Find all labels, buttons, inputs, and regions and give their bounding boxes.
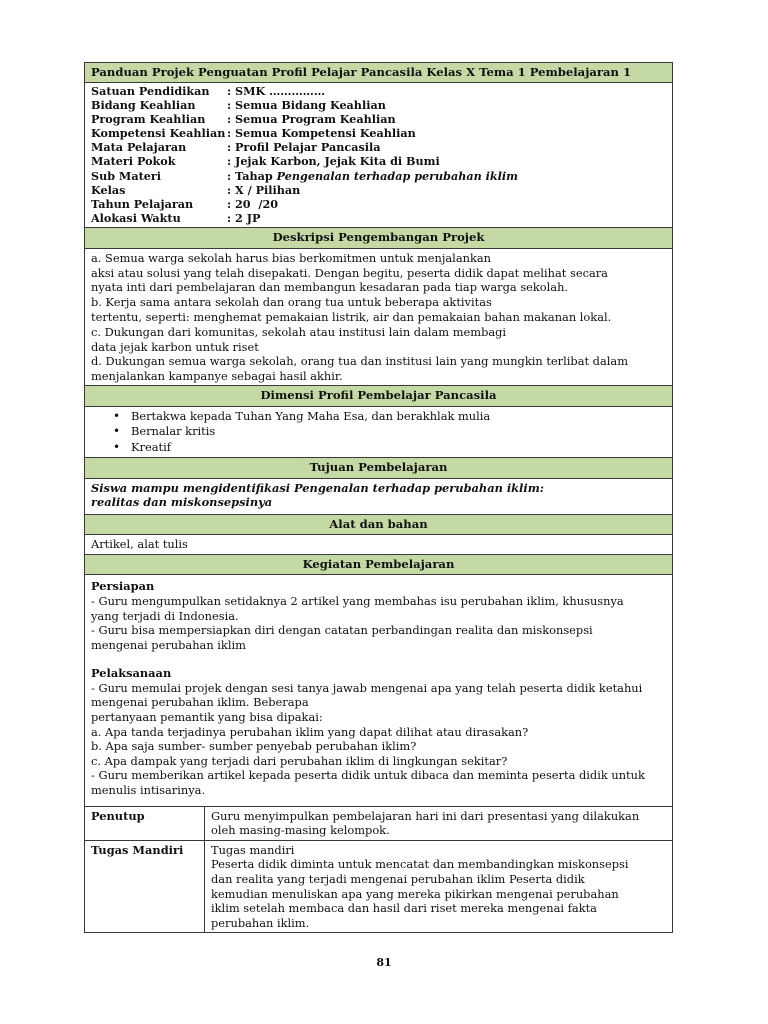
document-title: Panduan Projek Penguatan Profil Pelajar Pancasila Kelas X Tema 1 Pembelajaran 1: [85, 63, 673, 83]
text-line: a. Semua warga sekolah harus bias berkomitmen untuk menjalankan: [91, 250, 491, 265]
section-heading-dimensi: Dimensi Profil Pembelajar Pancasila: [85, 386, 673, 407]
info-key: Kompetensi Keahlian: [91, 126, 226, 141]
info-row: [85, 82, 673, 228]
text-line: yang terjadi di Indonesia.: [91, 608, 239, 623]
text-line: kemudian menuliskan apa yang mereka pikirkan mengenai perubahan: [211, 886, 619, 901]
text-line: c. Dukungan dari komunitas, sekolah atau institusi lain dalam membagi: [91, 324, 507, 339]
tugas-label: Tugas Mandiri: [85, 840, 205, 933]
text-line: Siswa mampu mengidentifikasi Pengenalan terhadap perubahan iklim:: [91, 480, 544, 495]
text-line: realitas dan miskonsepsinya: [91, 494, 273, 509]
info-item: [91, 112, 666, 126]
text-line: mengenai perubahan iklim: [91, 637, 246, 652]
info-value-italic: Pengenalan terhadap perubahan iklim: [276, 168, 518, 183]
info-value-text: : Tahap: [227, 168, 277, 183]
info-item: [91, 84, 666, 98]
info-key: Tahun Pelajaran: [91, 197, 194, 211]
subheading-pelaksanaan: Pelaksanaan: [91, 666, 172, 681]
info-key: Alokasi Waktu: [91, 211, 181, 226]
section-heading-alat: Alat dan bahan: [85, 514, 673, 535]
text-line: - Guru memberikan artikel kepada peserta didik untuk dibaca dan meminta peserta didik untuk: [91, 768, 645, 783]
info-item: [91, 197, 666, 211]
info-item: [91, 183, 666, 197]
info-item: [91, 98, 666, 112]
info-value: : Profil Pelajar Pancasila: [227, 140, 381, 155]
info-value: : Semua Bidang Keahlian: [227, 97, 386, 112]
text-line: a. Apa tanda terjadinya perubahan iklim yang dapat dilihat atau dirasakan?: [91, 724, 529, 739]
list-item: • Bertakwa kepada Tuhan Yang Maha Esa, dan berakhlak mulia: [131, 409, 666, 425]
text-line: Peserta didik diminta untuk mencatat dan membandingkan miskonsepsi: [211, 857, 629, 872]
text-line: c. Apa dampak yang terjadi dari perubahan iklim di lingkungan sekitar?: [91, 753, 508, 768]
text-line: iklim setelah membaca dan hasil dari riset mereka mengenai fakta: [211, 901, 597, 916]
info-key: Mata Pelajaran: [91, 140, 187, 155]
info-value: [227, 169, 666, 183]
info-key: Materi Pokok: [91, 154, 176, 169]
text-line: nyata inti dari pembelajaran dan membangun kesadaran pada tiap warga sekolah.: [91, 280, 569, 295]
info-value: : 20 /20: [227, 197, 279, 211]
info-key: Sub Materi: [91, 168, 161, 183]
kegiatan-body: [85, 575, 673, 806]
text-line: pertanyaan pemantik yang bisa dipakai:: [91, 710, 323, 725]
info-key: Program Keahlian: [91, 111, 206, 126]
text-line: - Guru memulai projek dengan sesi tanya jawab mengenai apa yang telah peserta didik ketahui: [91, 680, 643, 695]
info-value: : 2 JP: [227, 211, 261, 226]
text-line: oleh masing-masing kelompok.: [211, 823, 390, 838]
tugas-row: [85, 840, 673, 933]
info-key: Bidang Keahlian: [91, 97, 196, 112]
lesson-plan-table: [84, 62, 673, 933]
list-item: • Bernalar kritis: [131, 424, 666, 440]
document-page: [84, 62, 672, 933]
tujuan-body: [85, 478, 673, 514]
alat-body: Artikel, alat tulis: [85, 535, 673, 555]
page-number: 81: [376, 956, 392, 969]
penutup-label: Penutup: [85, 806, 205, 840]
info-value: : Semua Program Keahlian: [227, 111, 396, 126]
text-line: b. Kerja sama antara sekolah dan orang tua untuk beberapa aktivitas: [91, 295, 492, 310]
info-key: Kelas: [91, 182, 126, 197]
section-heading-kegiatan: Kegiatan Pembelajaran: [85, 554, 673, 575]
text-line: Tugas mandiri: [211, 842, 295, 857]
text-line: tertentu, seperti: menghemat pemakaian listrik, air dan pemakaian bahan makanan lokal.: [91, 310, 612, 325]
penutup-text: [205, 806, 673, 840]
info-key: Satuan Pendidikan: [91, 83, 210, 98]
info-value: : Semua Kompetensi Keahlian: [227, 126, 416, 141]
tugas-text: [205, 840, 673, 933]
info-item: [91, 211, 666, 225]
deskripsi-body: [85, 248, 673, 385]
text-line: data jejak karbon untuk riset: [91, 339, 259, 354]
section-heading-deskripsi: Deskripsi Pengembangan Projek: [85, 228, 673, 249]
text-line: dan realita yang terjadi mengenai perubahan iklim Peserta didik: [211, 872, 585, 887]
text-line: - Guru mengumpulkan setidaknya 2 artikel yang membahas isu perubahan iklim, khususnya: [91, 593, 624, 608]
info-item: [91, 140, 666, 154]
text-line: menjalankan kampanye sebagai hasil akhir.: [91, 369, 343, 384]
info-item: [91, 154, 666, 168]
text-line: mengenai perubahan iklim. Beberapa: [91, 695, 309, 710]
text-line: - Guru bisa mempersiapkan diri dengan catatan perbandingan realita dan miskonsepsi: [91, 623, 593, 638]
info-item: [91, 126, 666, 140]
penutup-row: [85, 806, 673, 840]
dimensi-body: [85, 406, 673, 458]
info-value: : SMK ……………: [227, 83, 326, 98]
dimensi-list: [91, 409, 666, 456]
text-line: Guru menyimpulkan pembelajaran hari ini dari presentasi yang dilakukan: [211, 808, 640, 823]
list-item: • Kreatif: [131, 440, 666, 456]
spacer: [91, 652, 666, 666]
info-value: : Jejak Karbon, Jejak Kita di Bumi: [227, 154, 440, 169]
info-block: [85, 82, 673, 228]
text-line: perubahan iklim.: [211, 915, 310, 930]
text-line: b. Apa saja sumber- sumber penyebab perubahan iklim?: [91, 739, 417, 754]
info-value: : X / Pilihan: [227, 182, 301, 197]
section-heading-tujuan: Tujuan Pembelajaran: [85, 458, 673, 479]
text-line: aksi atau solusi yang telah disepakati. Dengan begitu, peserta didik dapat melihat secara: [91, 265, 608, 280]
text-line: menulis intisarinya.: [91, 783, 206, 798]
info-item: [91, 169, 666, 183]
text-line: d. Dukungan semua warga sekolah, orang tua dan institusi lain yang mungkin terlibat dalam: [91, 354, 628, 369]
subheading-persiapan: Persiapan: [91, 579, 155, 594]
title-row: [85, 63, 673, 83]
